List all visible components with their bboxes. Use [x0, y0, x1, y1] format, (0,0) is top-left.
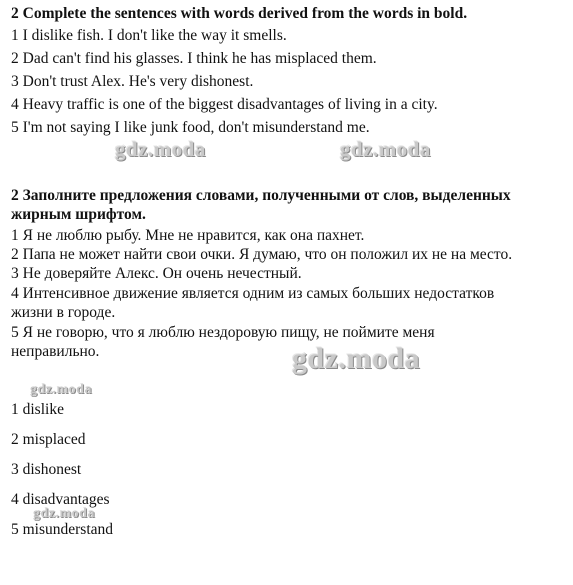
answer-2: 2 misplaced	[11, 431, 86, 448]
answer-4: 4 disadvantages	[11, 491, 110, 508]
sentence-ru-5-cont: неправильно.	[11, 343, 100, 360]
sentence-en-4: 4 Heavy traffic is one of the biggest disadvantages of living in a city.	[11, 96, 438, 113]
watermark-logo: gdz.moda	[340, 137, 431, 161]
sentence-ru-5: 5 Я не говорю, что я люблю нездоровую пищу, не поймите меня	[11, 324, 435, 341]
answer-1: 1 dislike	[11, 401, 64, 418]
watermark-logo: gdz.moda	[33, 506, 95, 521]
exercise-heading-ru-cont: жирным шрифтом.	[11, 206, 146, 223]
sentence-ru-1: 1 Я не люблю рыбу. Мне не нравится, как она пахнет.	[11, 227, 365, 244]
sentence-en-2: 2 Dad can't find his glasses. I think he has misplaced them.	[11, 50, 377, 67]
exercise-heading-ru: 2 Заполните предложения словами, полученными от слов, выделенных	[11, 187, 511, 204]
sentence-en-1: 1 I dislike fish. I don't like the way it smells.	[11, 27, 287, 44]
sentence-ru-4-cont: жизни в городе.	[11, 304, 116, 321]
sentence-ru-2: 2 Папа не может найти свои очки. Я думаю, что он положил их не на место.	[11, 246, 513, 263]
watermark-logo: gdz.moda	[30, 382, 92, 397]
answer-5: 5 misunderstand	[11, 521, 114, 538]
watermark-logo: gdz.moda	[292, 342, 421, 375]
exercise-heading-en: 2 Complete the sentences with words derived from the words in bold.	[11, 5, 468, 22]
sentence-en-3: 3 Don't trust Alex. He's very dishonest.	[11, 73, 254, 90]
sentence-en-5: 5 I'm not saying I like junk food, don't misunderstand me.	[11, 119, 370, 136]
answer-3: 3 dishonest	[11, 461, 82, 478]
sentence-ru-4: 4 Интенсивное движение является одним из самых больших недостатков	[11, 285, 495, 302]
watermark-logo: gdz.moda	[115, 137, 206, 161]
sentence-ru-3: 3 Не доверяйте Алекс. Он очень нечестный.	[11, 265, 302, 282]
